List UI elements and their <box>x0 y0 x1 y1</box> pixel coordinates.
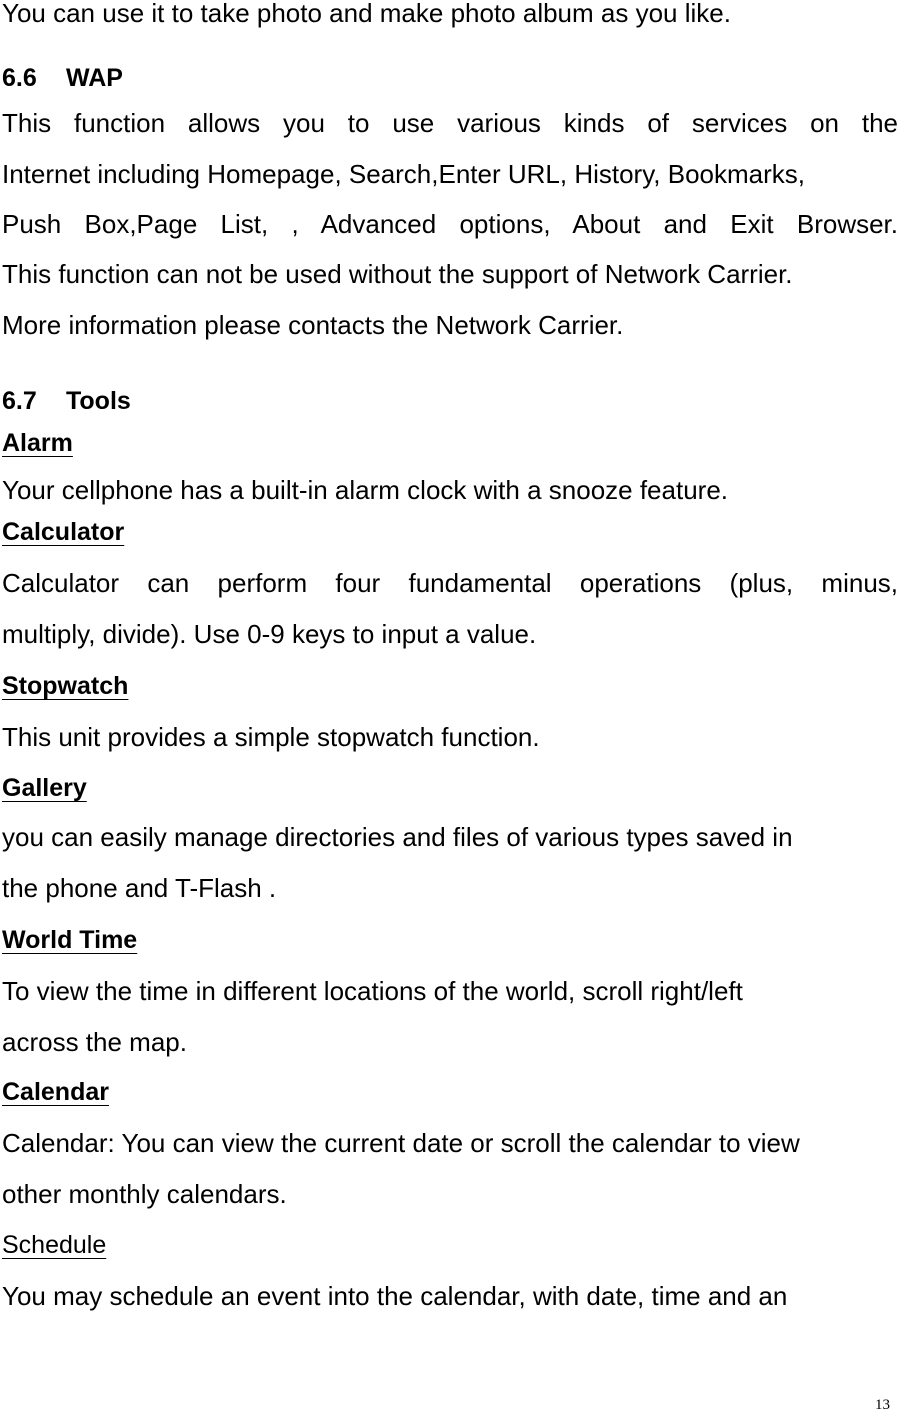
calculator-text-line: Calculator can perform four fundamental operations (plus, minus, <box>2 568 898 598</box>
subsection-title-gallery: Gallery <box>2 774 87 802</box>
wap-paragraph-line: Internet including Homepage, Search,Enter URL, History, Bookmarks, <box>2 159 805 189</box>
wap-paragraph-line: More information please contacts the Network Carrier. <box>2 310 624 340</box>
wap-paragraph-line: This function can not be used without the support of Network Carrier. <box>2 259 793 289</box>
section-heading-tools <box>2 386 131 416</box>
subsection-title-calculator: Calculator <box>2 518 125 546</box>
section-number: 6.6 <box>2 64 37 92</box>
gallery-text-line: you can easily manage directories and files of various types saved in <box>2 822 793 852</box>
subsection-title-calendar: Calendar <box>2 1078 109 1106</box>
subsection-title-alarm: Alarm <box>2 429 73 457</box>
calendar-text-line: other monthly calendars. <box>2 1179 287 1209</box>
section-title: Tools <box>66 387 131 415</box>
wap-paragraph-line: Push Box,Page List, , Advanced options, About and Exit Browser. <box>2 209 898 239</box>
calculator-text-line: multiply, divide). Use 0-9 keys to input a value. <box>2 619 537 649</box>
section-heading-wap <box>2 63 123 93</box>
schedule-text-line: You may schedule an event into the calendar, with date, time and an <box>2 1281 788 1311</box>
subsection-title-schedule: Schedule <box>2 1231 107 1259</box>
intro-line: You can use it to take photo and make photo album as you like. <box>2 0 731 28</box>
subsection-title-stopwatch: Stopwatch <box>2 672 129 700</box>
world-time-text-line: across the map. <box>2 1027 187 1057</box>
calendar-text-line: Calendar: You can view the current date or scroll the calendar to view <box>2 1128 800 1158</box>
section-title: WAP <box>66 64 123 92</box>
alarm-text-line: Your cellphone has a built-in alarm clock with a snooze feature. <box>2 475 729 505</box>
wap-paragraph-line: This function allows you to use various kinds of services on the <box>2 108 898 138</box>
world-time-text-line: To view the time in different locations of the world, scroll right/left <box>2 976 743 1006</box>
subsection-title-world-time: World Time <box>2 926 138 954</box>
section-number: 6.7 <box>2 387 37 415</box>
stopwatch-text-line: This unit provides a simple stopwatch function. <box>2 722 540 752</box>
gallery-text-line: the phone and T-Flash . <box>2 873 277 903</box>
page-number: 13 <box>875 1397 890 1413</box>
